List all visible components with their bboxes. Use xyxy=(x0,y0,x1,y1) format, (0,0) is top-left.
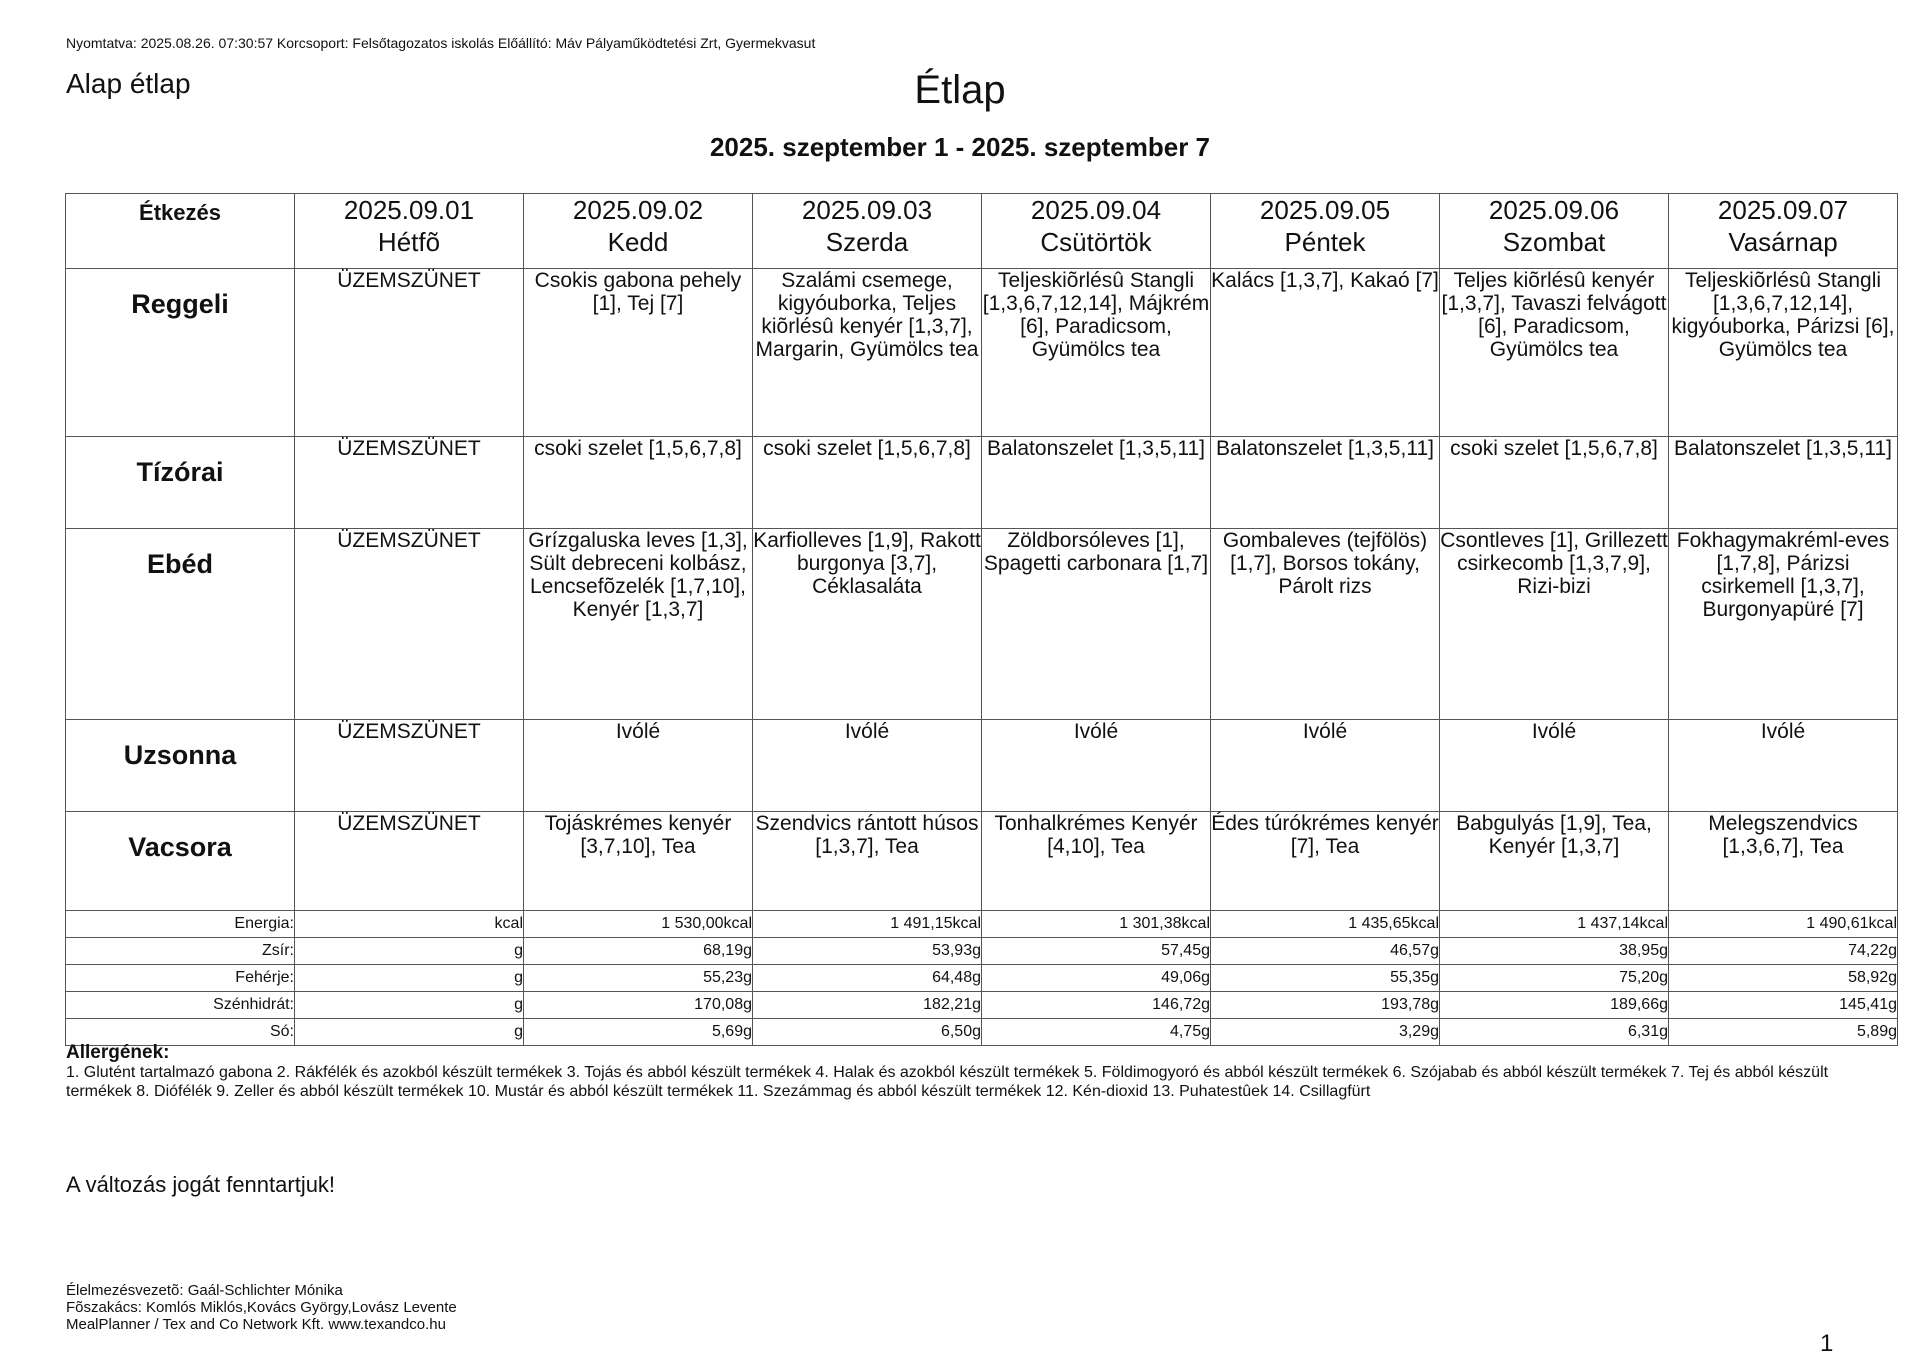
meal-cell: Teljes kiõrlésû kenyér [1,3,7], Tavaszi felvágott [6], Paradicsom, Gyümölcs tea xyxy=(1440,269,1669,437)
meal-cell: Babgulyás [1,9], Tea, Kenyér [1,3,7] xyxy=(1440,812,1669,911)
meal-cell: Ivólé xyxy=(524,720,753,812)
meal-cell: Tojáskrémes kenyér [3,7,10], Tea xyxy=(524,812,753,911)
meal-label: Vacsora xyxy=(66,812,295,911)
meal-cell: ÜZEMSZÜNET xyxy=(295,720,524,812)
nutrition-value: 6,31g xyxy=(1440,1019,1669,1046)
nutrition-label: Szénhidrát: xyxy=(66,992,295,1019)
meal-cell: Ivólé xyxy=(1211,720,1440,812)
meal-cell: Ivólé xyxy=(1440,720,1669,812)
meal-cell: csoki szelet [1,5,6,7,8] xyxy=(753,437,982,529)
nutrition-value: 4,75g xyxy=(982,1019,1211,1046)
meal-cell: csoki szelet [1,5,6,7,8] xyxy=(1440,437,1669,529)
meal-cell: Csokis gabona pehely [1], Tej [7] xyxy=(524,269,753,437)
nutrition-value: 170,08g xyxy=(524,992,753,1019)
meal-cell: Teljeskiõrlésû Stangli [1,3,6,7,12,14], kigyóuborka, Párizsi [6], Gyümölcs tea xyxy=(1669,269,1898,437)
allergen-title: Allergének: xyxy=(66,1042,170,1063)
day-date: 2025.09.03 xyxy=(801,195,933,225)
credits xyxy=(66,1282,457,1333)
nutrition-value: 64,48g xyxy=(753,965,982,992)
meal-cell: Grízgaluska leves [1,3], Sült debreceni kolbász, Lencsefõzelék [1,7,10], Kenyér [1,3,7] xyxy=(524,529,753,720)
day-name: Hétfõ xyxy=(377,227,441,257)
nutrition-label: Energia: xyxy=(66,911,295,938)
meal-cell: Melegszendvics [1,3,6,7], Tea xyxy=(1669,812,1898,911)
meal-cell: ÜZEMSZÜNET xyxy=(295,437,524,529)
meal-cell: Balatonszelet [1,3,5,11] xyxy=(982,437,1211,529)
day-header xyxy=(1669,194,1898,269)
nutrition-row-fat xyxy=(66,938,1898,965)
chef-credit: Fõszakács: Komlós Miklós,Kovács György,Lovász Levente xyxy=(66,1299,457,1316)
meal-cell: Kalács [1,3,7], Kakaó [7] xyxy=(1211,269,1440,437)
day-date: 2025.09.04 xyxy=(1030,195,1162,225)
nutrition-value: 193,78g xyxy=(1211,992,1440,1019)
nutrition-unit: g xyxy=(295,992,524,1019)
meal-cell: Balatonszelet [1,3,5,11] xyxy=(1669,437,1898,529)
nutrition-unit: g xyxy=(295,938,524,965)
day-header xyxy=(524,194,753,269)
day-header xyxy=(982,194,1211,269)
nutrition-value: 75,20g xyxy=(1440,965,1669,992)
nutrition-value: 146,72g xyxy=(982,992,1211,1019)
nutrition-value: 57,45g xyxy=(982,938,1211,965)
disclaimer: A változás jogát fenntartjuk! xyxy=(66,1172,336,1197)
day-date: 2025.09.07 xyxy=(1717,195,1849,225)
meal-row-reggeli xyxy=(66,269,1898,437)
nutrition-value: 1 435,65kcal xyxy=(1211,911,1440,938)
meal-cell: ÜZEMSZÜNET xyxy=(295,812,524,911)
meal-cell: Gombaleves (tejfölös) [1,7], Borsos tokány, Párolt rizs xyxy=(1211,529,1440,720)
nutrition-value: 53,93g xyxy=(753,938,982,965)
day-date: 2025.09.06 xyxy=(1488,195,1620,225)
meal-cell: Édes túrókrémes kenyér [7], Tea xyxy=(1211,812,1440,911)
manager-credit: Élelmezésvezetõ: Gaál-Schlichter Mónika xyxy=(66,1282,343,1299)
nutrition-value: 6,50g xyxy=(753,1019,982,1046)
nutrition-value: 38,95g xyxy=(1440,938,1669,965)
meal-cell: Teljeskiõrlésû Stangli [1,3,6,7,12,14], Májkrém [6], Paradicsom, Gyümölcs tea xyxy=(982,269,1211,437)
nutrition-value: 55,35g xyxy=(1211,965,1440,992)
meal-row-uzsonna xyxy=(66,720,1898,812)
day-date: 2025.09.01 xyxy=(343,195,475,225)
meal-row-tizorai xyxy=(66,437,1898,529)
meal-label: Reggeli xyxy=(66,269,295,437)
nutrition-value: 55,23g xyxy=(524,965,753,992)
nutrition-value: 1 437,14kcal xyxy=(1440,911,1669,938)
nutrition-value: 5,69g xyxy=(524,1019,753,1046)
meal-cell: Zöldborsóleves [1], Spagetti carbonara [1,7] xyxy=(982,529,1211,720)
nutrition-value: 68,19g xyxy=(524,938,753,965)
nutrition-value: 3,29g xyxy=(1211,1019,1440,1046)
meal-cell: Karfiolleves [1,9], Rakott burgonya [3,7], Céklasaláta xyxy=(753,529,982,720)
nutrition-unit: g xyxy=(295,1019,524,1046)
day-date: 2025.09.05 xyxy=(1259,195,1391,225)
nutrition-label: Fehérje: xyxy=(66,965,295,992)
day-header xyxy=(753,194,982,269)
day-name: Szombat xyxy=(1502,227,1606,257)
nutrition-row-carbs xyxy=(66,992,1898,1019)
nutrition-value: 145,41g xyxy=(1669,992,1898,1019)
date-range: 2025. szeptember 1 - 2025. szeptember 7 xyxy=(709,132,1211,162)
table-header-row xyxy=(66,194,1898,269)
meal-row-ebed xyxy=(66,529,1898,720)
nutrition-value: 189,66g xyxy=(1440,992,1669,1019)
nutrition-value: 58,92g xyxy=(1669,965,1898,992)
meal-cell: ÜZEMSZÜNET xyxy=(295,529,524,720)
day-name: Péntek xyxy=(1284,227,1366,257)
nutrition-value: 1 301,38kcal xyxy=(982,911,1211,938)
nutrition-value: 49,06g xyxy=(982,965,1211,992)
software-credit: MealPlanner / Tex and Co Network Kft. www.texandco.hu xyxy=(66,1316,446,1333)
meal-cell: Ivólé xyxy=(753,720,982,812)
day-date: 2025.09.02 xyxy=(572,195,704,225)
nutrition-unit: g xyxy=(295,965,524,992)
meal-row-vacsora xyxy=(66,812,1898,911)
meal-cell: csoki szelet [1,5,6,7,8] xyxy=(524,437,753,529)
allergen-list: 1. Glutént tartalmazó gabona 2. Rákfélék és azokból készült termékek 3. Tojás és abból készült termékek 4. Halak és azokból készült termékek 5. Földimogyoró és abból készült termékek 6. Szójabab és abból készült termékek 7. Tej és abból készült termékek 8. Diófélék 9. Zeller és abból készült termékek 10. Mustár és abból készült termékek 11. Szezámmag és abból készült termékek 12. Kén-dioxid 13. Puhatestûek 14. Csillagfürt xyxy=(66,1064,1829,1100)
meal-label: Tízórai xyxy=(66,437,295,529)
nutrition-row-energy xyxy=(66,911,1898,938)
meal-label: Uzsonna xyxy=(66,720,295,812)
menu-table xyxy=(65,193,1898,1046)
nutrition-value: 1 491,15kcal xyxy=(753,911,982,938)
meal-cell: Ivólé xyxy=(982,720,1211,812)
allergen-section xyxy=(66,1042,1896,1101)
nutrition-value: 5,89g xyxy=(1669,1019,1898,1046)
meal-label: Ebéd xyxy=(66,529,295,720)
meal-cell: Balatonszelet [1,3,5,11] xyxy=(1211,437,1440,529)
nutrition-value: 74,22g xyxy=(1669,938,1898,965)
day-name: Csütörtök xyxy=(1040,227,1152,257)
nutrition-value: 1 490,61kcal xyxy=(1669,911,1898,938)
nutrition-row-protein xyxy=(66,965,1898,992)
menu-type-label: Alap étlap xyxy=(66,68,191,99)
day-name: Szerda xyxy=(825,227,909,257)
meal-cell: Csontleves [1], Grillezett csirkecomb [1,3,7,9], Rizi-bizi xyxy=(1440,529,1669,720)
meal-cell: ÜZEMSZÜNET xyxy=(295,269,524,437)
day-header xyxy=(1211,194,1440,269)
meal-cell: Tonhalkrémes Kenyér [4,10], Tea xyxy=(982,812,1211,911)
day-header xyxy=(1440,194,1669,269)
nutrition-value: 46,57g xyxy=(1211,938,1440,965)
day-header xyxy=(295,194,524,269)
nutrition-unit: kcal xyxy=(295,911,524,938)
day-name: Kedd xyxy=(607,227,669,257)
meal-cell: Ivólé xyxy=(1669,720,1898,812)
meal-cell: Szendvics rántott húsos [1,3,7], Tea xyxy=(753,812,982,911)
nutrition-value: 1 530,00kcal xyxy=(524,911,753,938)
meal-cell: Szalámi csemege, kigyóuborka, Teljes kiõrlésû kenyér [1,3,7], Margarin, Gyümölcs tea xyxy=(753,269,982,437)
corner-label: Étkezés xyxy=(66,194,295,269)
day-name: Vasárnap xyxy=(1728,227,1838,257)
print-info: Nyomtatva: 2025.08.26. 07:30:57 Korcsoport: Felsőtagozatos iskolás Előállító: Máv Pályaműködtetési Zrt, Gyermekvasut xyxy=(66,35,816,51)
page-title: Étlap xyxy=(914,68,1006,112)
nutrition-label: Só: xyxy=(66,1019,295,1046)
nutrition-label: Zsír: xyxy=(66,938,295,965)
page-number: 1 xyxy=(1820,1330,1834,1357)
nutrition-value: 182,21g xyxy=(753,992,982,1019)
meal-cell: Fokhagymakréml-eves [1,7,8], Párizsi csirkemell [1,3,7], Burgonyapüré [7] xyxy=(1669,529,1898,720)
